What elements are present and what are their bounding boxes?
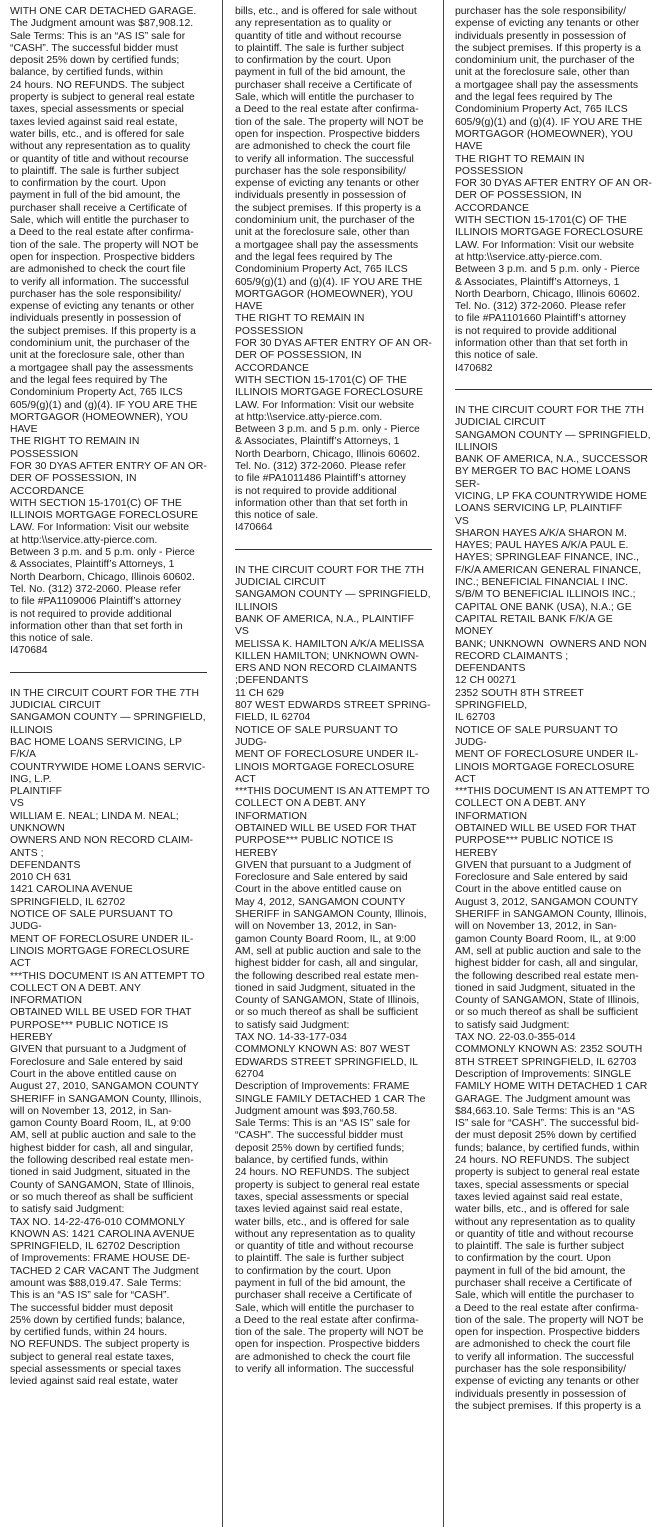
notice-text: purchaser has the sole responsibility/ expense of evicting any tenants or other individuals presently in possession of the subject premises. If this property is a condominium unit, the purchaser of the unit at the foreclosure sale, other than a mortgagee shall pay the assessments and the legal fees required by The Condominium Property Act, 765 ILCS 605/9(g)(1) and (g)(4). IF YOU ARE THE MORTGAGOR (HOMEOWNER), YOU HAVE THE RIGHT TO REMAIN IN POSSESSION FOR 30 DYAS AFTER ENTRY OF AN OR- DER OF POSSESSION, IN ACCORDANCE WITH SECTION 15-1701(C) OF THE ILLINOIS MORTGAGE FORECLOSURE LAW. For Information: Visit our website at http:\\service.atty-pierce.com. Between 3 p.m. and 5 p.m. only - Pierce & Associates, Plaintiff’s Attorneys, 1 North Dearborn, Chicago, Illinois 60602. Tel. No. (312) 372-2060. Please refer to file #PA1101660 Plaintiff’s attorney is not required to provide additional information other than that set forth in this notice of sale. I470682	[455, 6, 652, 374]
legal-notice	[235, 6, 432, 535]
column-3	[455, 6, 652, 1521]
legal-notice	[10, 688, 207, 1389]
legal-notice	[10, 6, 207, 658]
column-1	[10, 6, 207, 1521]
column-divider	[443, 0, 444, 1527]
notice-separator	[235, 549, 432, 550]
legal-notice	[455, 6, 652, 375]
notice-text: IN THE CIRCUIT COURT FOR THE 7TH JUDICIAL CIRCUIT SANGAMON COUNTY — SPRINGFIELD, ILLINOIS BANK OF AMERICA, N.A., SUCCESSOR BY MERGER TO BAC HOME LOANS SER- VICING, LP FKA COUNTRYWIDE HOME LOANS SERVICING LP, PLAINTIFF VS SHARON HAYES A/K/A SHARON M. HAYES; PAUL HAYES A/K/A PAUL E. HAYES; SPRINGLEAF FINANCE, INC., F/K/A AMERICAN GENERAL FINANCE, INC.; BENEFICIAL FINANCIAL I INC. S/B/M TO BENEFICIAL ILLINOIS INC.; CAPITAL ONE BANK (USA), N.A.; GE CAPITAL RETAIL BANK F/K/A GE MONEY BANK; UNKNOWN OWNERS AND NON RECORD CLAIMANTS ; DEFENDANTS 12 CH 00271 2352 SOUTH 8TH STREET SPRINGFIELD, IL 62703 NOTICE OF SALE PURSUANT TO JUDG- MENT OF FORECLOSURE UNDER IL- LINOIS MORTGAGE FORECLOSURE ACT ***THIS DOCUMENT IS AN ATTEMPT TO COLLECT ON A DEBT. ANY INFORMATION OBTAINED WILL BE USED FOR THAT PURPOSE*** PUBLIC NOTICE IS HEREBY GIVEN that pursuant to a Judgment of Foreclosure and Sale entered by said Court in the above entitled cause on August 3, 2012, SANGAMON COUNTY SHERIFF in SANGAMON County, Illinois, will on November 13, 2012, in San- gamon County Board Room, IL, at 9:00 AM, sell at public auction and sale to the highest bidder for cash, all and singular, the following described real estate men- tioned in said Judgment, situated in the County of SANGAMON, State of Illinois, or so much thereof as shall be sufficient to satisfy said Judgment: TAX NO. 22-03.0-355-014 COMMONLY KNOWN AS: 2352 SOUTH 8TH STREET SPRINGFIELD, IL 62703 Description of Improvements: SINGLE FAMILY HOME WITH DETACHED 1 CAR GARAGE. The Judgment amount was $84,663.10. Sale Terms: This is an “AS IS” sale for “CASH”. The successful bid- der must deposit 25% down by certified funds; balance, by certified funds, within 24 hours. NO REFUNDS. The subject property is subject to general real estate taxes, special assessments or special taxes levied against said real estate, water bills, etc., and is offered for sale without any representation as to quality or quantity of title and without recourse to plaintiff. The sale is further subject to confirmation by the court. Upon payment in full of the bid amount, the purchaser shall receive a Certificate of Sale, which will entitle the purchaser to a Deed to the real estate after confirma- tion of the sale. The property will NOT be open for inspection. Prospective bidders are admonished to check the court file to verify all information. The successful purchaser has the sole responsibility/ expense of evicting any tenants or other individuals presently in possession of the subject premises. If this property is a	[455, 404, 651, 1412]
notice-text: bills, etc., and is offered for sale without any representation as to quality or quantity of title and without recourse to plaintiff. The sale is further subject to confirmation by the court. Upon payment in full of the bid amount, the purchaser shall receive a Certificate of Sale, which will entitle the purchaser to a Deed to the real estate after confirma- tion of the sale. The property will NOT be open for inspection. Prospective bidders are admonished to check the court file to verify all information. The successful purchaser has the sole responsibility/ expense of evicting any tenants or other individuals presently in possession of the subject premises. If this property is a condominium unit, the purchaser of the unit at the foreclosure sale, other than a mortgagee shall pay the assessments and the legal fees required by The Condominium Property Act, 765 ILCS 605/9(g)(1) and (g)(4). IF YOU ARE THE MORTGAGOR (HOMEOWNER), YOU HAVE THE RIGHT TO REMAIN IN POSSESSION FOR 30 DYAS AFTER ENTRY OF AN OR- DER OF POSSESSION, IN ACCORDANCE WITH SECTION 15-1701(C) OF THE ILLINOIS MORTGAGE FORECLOSURE LAW. For Information: Visit our website at http:\\service.atty-pierce.com. Between 3 p.m. and 5 p.m. only - Pierce & Associates, Plaintiff’s Attorneys, 1 North Dearborn, Chicago, Illinois 60602. Tel. No. (312) 372-2060. Please refer to file #PA1011486 Plaintiff’s attorney is not required to provide additional information other than that set forth in this notice of sale. I470664	[235, 6, 432, 534]
legal-notice	[235, 565, 432, 1377]
column-2	[235, 6, 432, 1521]
notice-separator	[10, 672, 207, 673]
column-divider	[222, 0, 223, 1527]
legal-notice	[455, 405, 652, 1413]
notice-text: WITH ONE CAR DETACHED GARAGE. The Judgment amount was $87,908.12. Sale Terms: This is an “AS IS” sale for “CASH”. The successful bidder must deposit 25% down by certified funds; balance, by certified funds, within 24 hours. NO REFUNDS. The subject property is subject to general real estate taxes, special assessments or special taxes levied against said real estate, water bills, etc., and is offered for sale without any representation as to quality or quantity of title and without recourse to plaintiff. The sale is further subject to confirmation by the court. Upon payment in full of the bid amount, the purchaser shall receive a Certificate of Sale, which will entitle the purchaser to a Deed to the real estate after confirma- tion of the sale. The property will NOT be open for inspection. Prospective bidders are admonished to check the court file to verify all information. The successful purchaser has the sole responsibility/ expense of evicting any tenants or other individuals presently in possession of the subject premises. If this property is a condominium unit, the purchaser of the unit at the foreclosure sale, other than a mortgagee shall pay the assessments and the legal fees required by The Condominium Property Act, 765 ILCS 605/9(g)(1) and (g)(4). IF YOU ARE THE MORTGAGOR (HOMEOWNER), YOU HAVE THE RIGHT TO REMAIN IN POSSESSION FOR 30 DYAS AFTER ENTRY OF AN OR- DER OF POSSESSION, IN ACCORDANCE WITH SECTION 15-1701(C) OF THE ILLINOIS MORTGAGE FORECLOSURE LAW. For Information: Visit our website at http:\\service.atty-pierce.com. Between 3 p.m. and 5 p.m. only - Pierce & Associates, Plaintiff’s Attorneys, 1 North Dearborn, Chicago, Illinois 60602. Tel. No. (312) 372-2060. Please refer to file #PA1109006 Plaintiff’s attorney is not required to provide additional information other than that set forth in this notice of sale. I470684	[10, 6, 207, 657]
notice-separator	[455, 389, 652, 390]
notice-text: IN THE CIRCUIT COURT FOR THE 7TH JUDICIAL CIRCUIT SANGAMON COUNTY — SPRINGFIELD, ILLINOIS BAC HOME LOANS SERVICING, LP F/K/A COUNTRYWIDE HOME LOANS SERVIC- ING, L.P. PLAINTIFF VS WILLIAM E. NEAL; LINDA M. NEAL; UNKNOWN OWNERS AND NON RECORD CLAIM- ANTS ; DEFENDANTS 2010 CH 631 1421 CAROLINA AVENUE SPRINGFIELD, IL 62702 NOTICE OF SALE PURSUANT TO JUDG- MENT OF FORECLOSURE UNDER IL- LINOIS MORTGAGE FORECLOSURE ACT ***THIS DOCUMENT IS AN ATTEMPT TO COLLECT ON A DEBT. ANY INFORMATION OBTAINED WILL BE USED FOR THAT PURPOSE*** PUBLIC NOTICE IS HEREBY GIVEN that pursuant to a Judgment of Foreclosure and Sale entered by said Court in the above entitled cause on August 27, 2010, SANGAMON COUNTY SHERIFF in SANGAMON County, Illinois, will on November 13, 2012, in San- gamon County Board Room, IL, at 9:00 AM, sell at public auction and sale to the highest bidder for cash, all and singular, the following described real estate men- tioned in said Judgment, situated in the County of SANGAMON, State of Illinois, or so much thereof as shall be sufficient to satisfy said Judgment: TAX NO. 14-22-476-010 COMMONLY KNOWN AS: 1421 CAROLINA AVENUE SPRINGFIELD, IL 62702 Description of Improvements: FRAME HOUSE DE- TACHED 2 CAR VACANT The Judgment amount was $88,019.47. Sale Terms: This is an “AS IS” sale for “CASH”. The successful bidder must deposit 25% down by certified funds; balance, by certified funds, within 24 hours. NO REFUNDS. The subject property is subject to general real estate taxes, special assessments or special taxes levied against said real estate, water	[10, 687, 206, 1388]
notice-text: IN THE CIRCUIT COURT FOR THE 7TH JUDICIAL CIRCUIT SANGAMON COUNTY — SPRINGFIELD, ILLINOIS BANK OF AMERICA, N.A., PLAINTIFF VS MELISSA K. HAMILTON A/K/A MELISSA KILLEN HAMILTON; UNKNOWN OWN- ERS AND NON RECORD CLAIMANTS ;DEFENDANTS 11 CH 629 807 WEST EDWARDS STREET SPRING- FIELD, IL 62704 NOTICE OF SALE PURSUANT TO JUDG- MENT OF FORECLOSURE UNDER IL- LINOIS MORTGAGE FORECLOSURE ACT ***THIS DOCUMENT IS AN ATTEMPT TO COLLECT ON A DEBT. ANY INFORMATION OBTAINED WILL BE USED FOR THAT PURPOSE*** PUBLIC NOTICE IS HEREBY GIVEN that pursuant to a Judgment of Foreclosure and Sale entered by said Court in the above entitled cause on May 4, 2012, SANGAMON COUNTY SHERIFF in SANGAMON County, Illinois, will on November 13, 2012, in San- gamon County Board Room, IL, at 9:00 AM, sell at public auction and sale to the highest bidder for cash, all and singular, the following described real estate men- tioned in said Judgment, situated in the County of SANGAMON, State of Illinois, or so much thereof as shall be sufficient to satisfy said Judgment: TAX NO. 14-33-177-034 COMMONLY KNOWN AS: 807 WEST EDWARDS STREET SPRINGFIELD, IL 62704 Description of Improvements: FRAME SINGLE FAMILY DETACHED 1 CAR The Judgment amount was $93,760.58. Sale Terms: This is an “AS IS” sale for “CASH”. The successful bidder must deposit 25% down by certified funds; balance, by certified funds, within 24 hours. NO REFUNDS. The subject property is subject to general real estate taxes, special assessments or special taxes levied against said real estate, water bills, etc., and is offered for sale without any representation as to quality or quantity of title and without recourse to plaintiff. The sale is further subject to confirmation by the court. Upon payment in full of the bid amount, the purchaser shall receive a Certificate of Sale, which will entitle the purchaser to a Deed to the real estate after confirma- tion of the sale. The property will NOT be open for inspection. Prospective bidders are admonished to check the court file to verify all information. The successful	[235, 564, 431, 1376]
